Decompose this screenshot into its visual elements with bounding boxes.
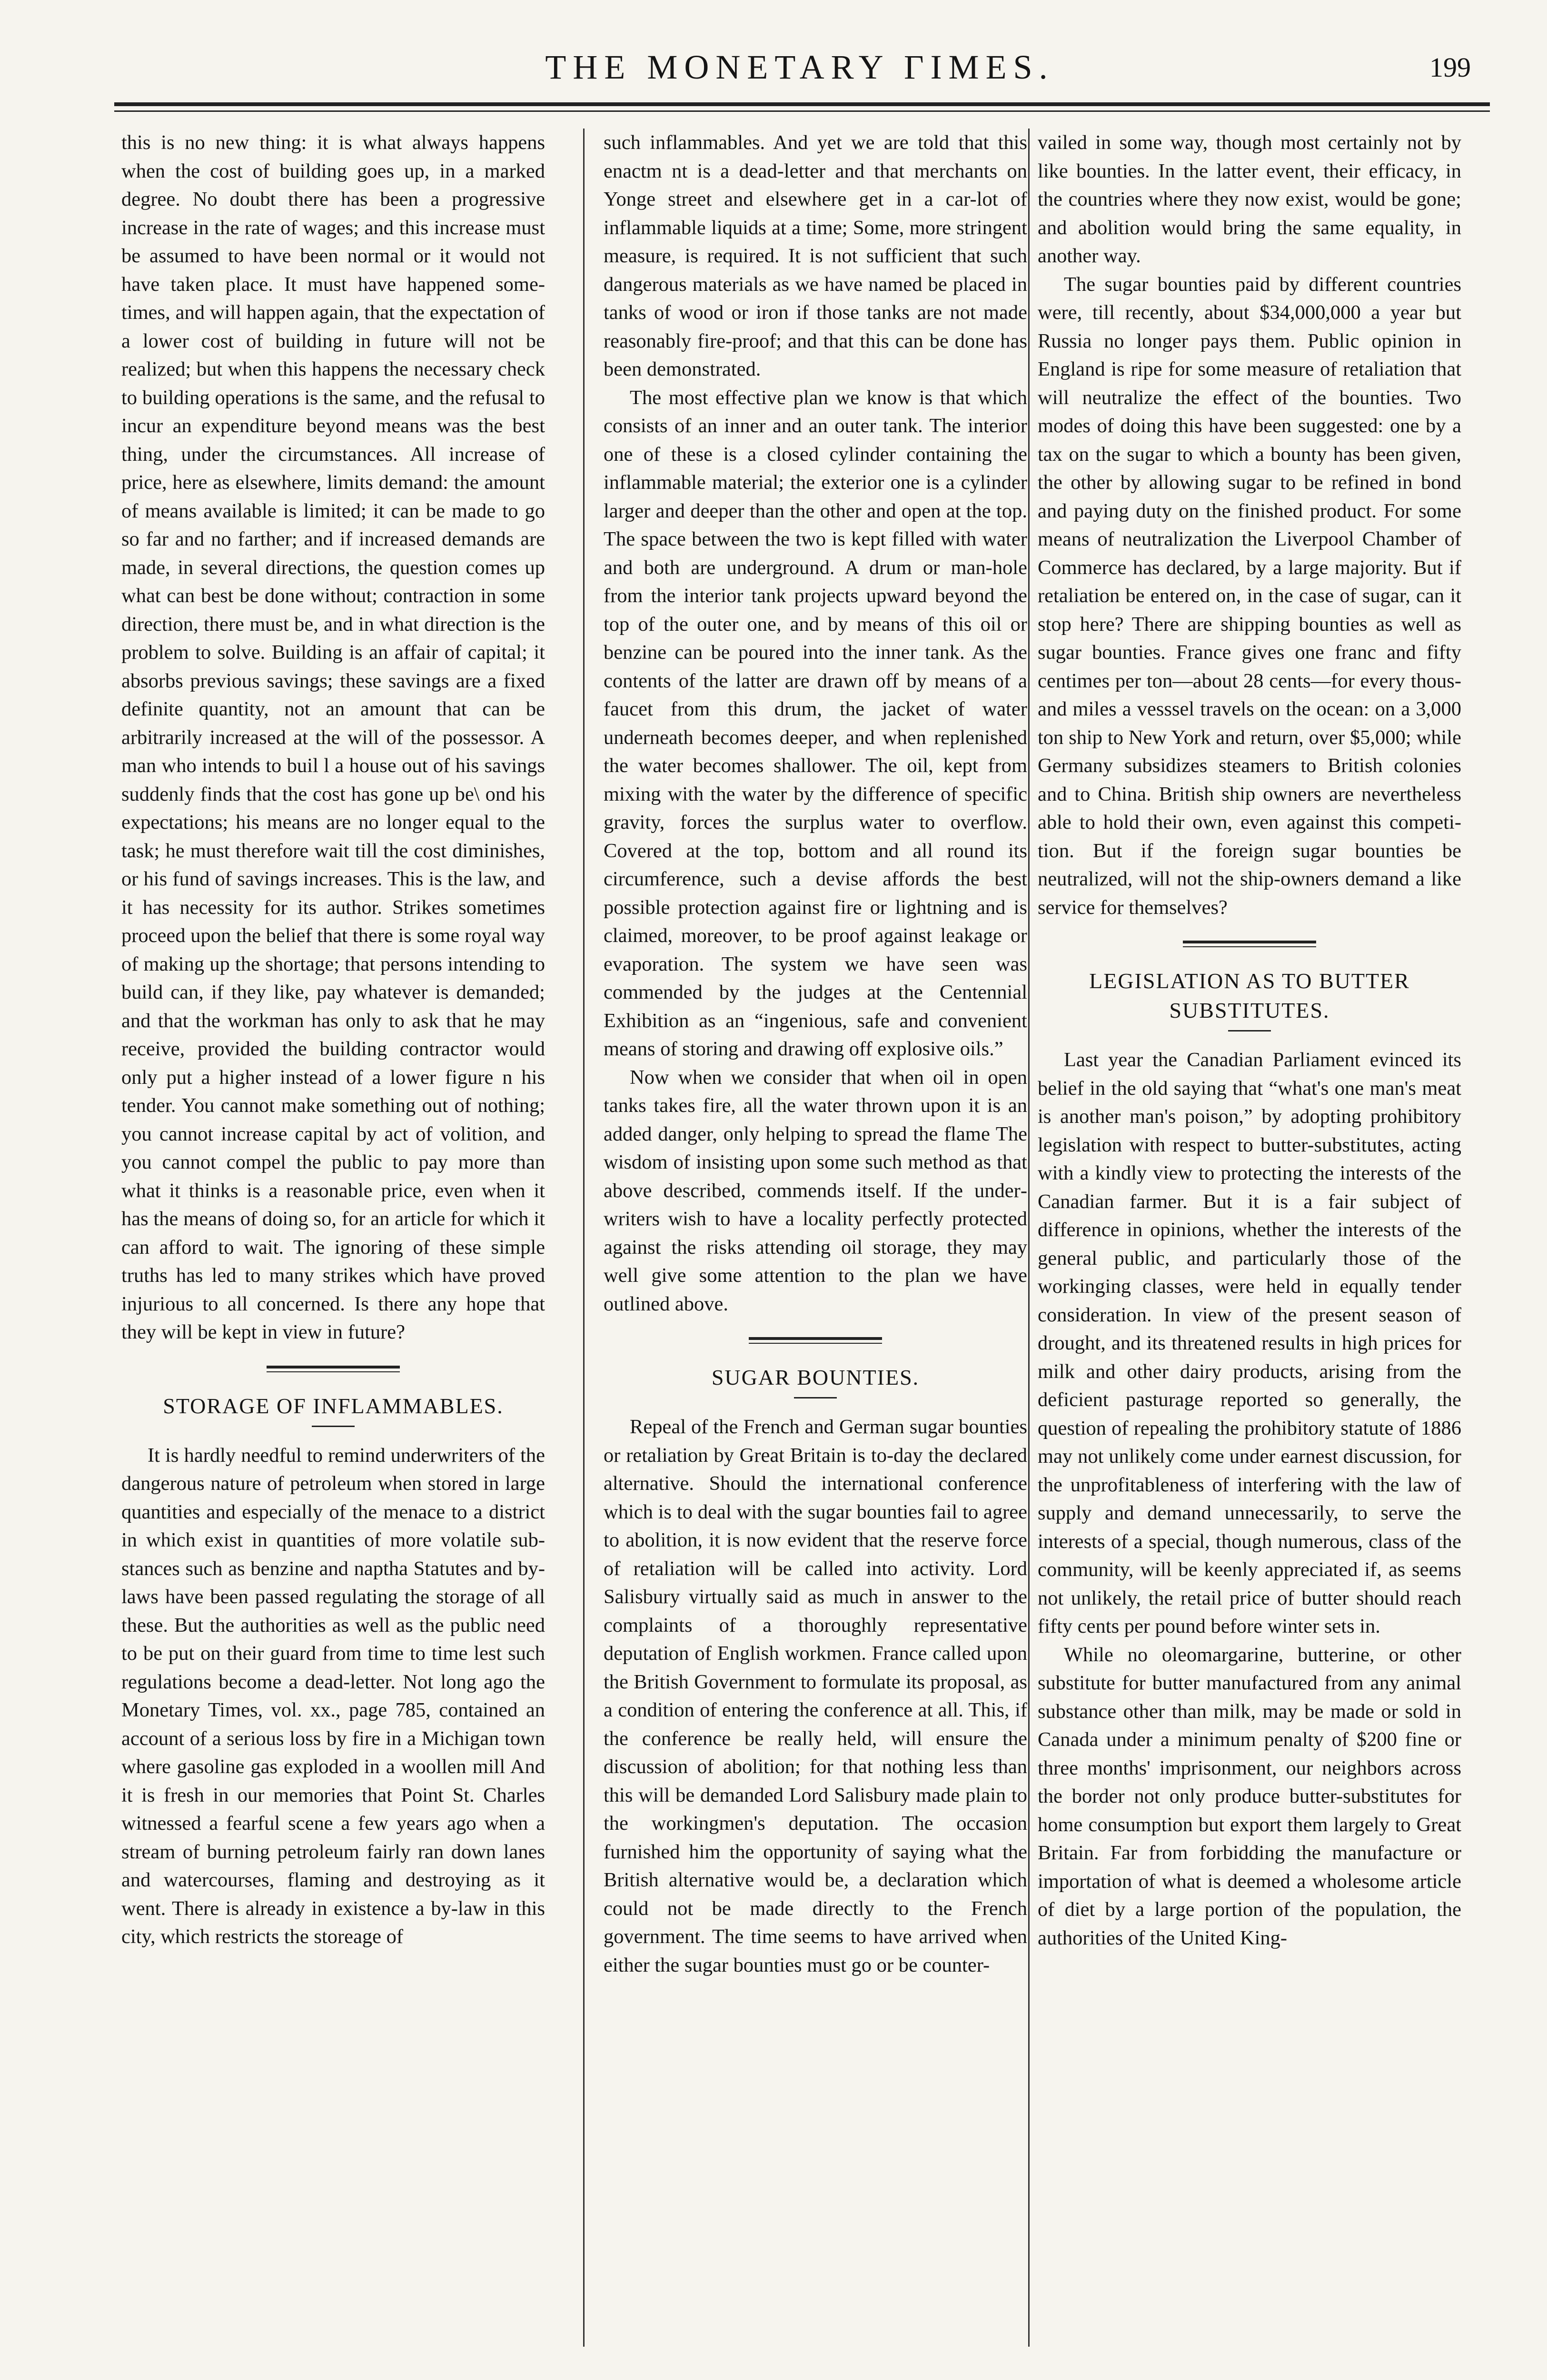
paragraph: The most effective plan we know is that which consists of an inner and an outer tank. The interior one of these is a closed cylinder containing the inflammable material; the exterior one is a cylinder larger and deeper than the other and open at the top. The space between the two is kept filled with water and both are underground. A drum or man-hole from the interior tank projects upward beyond the top of the outer one, and by means of this oil or benzine can be poured into the inner tank. As the contents of the latter are drawn off by means of a faucet from this drum, the jacket of water underneath becomes deeper, and when replenished the water becomes shallower. The oil, kept from mixing with the water by the difference of specific gravity, forces the surplus water to overflow. Covered at the top, bottom and all round its circumference, such a devise affords the best possible protection against fire or lightning and is claimed, moreover, to be proof against leakage or evaporation. The system we have seen was commended by the judges at the Centennial Exhibition as an “ingenious, safe and convenient means of storing and drawing off explosive oils.”: [604, 386, 1027, 1060]
paragraph: Last year the Canadian Parliament evinced its belief in the old saying that “what's one man's meat is another man's poison,” by adopting prohibitory legislation with respect to butter-substitutes, acting with a kindly view to protecting the interests of the Canadian farmer. But it is a fair subject of difference in opinions, whether the interests of the general public, and particularly those of the workinging classes, were held in equally tender consideration. In view of the present season of drought, and its threatened results in high prices for milk and other dairy products, arising from the deficient pasturage reported so generally, the question of repealing the prohibitory statute of 1886 may not unlikely come under earnest discussion, for the unprofitableness of interfering with the law of supply and demand unnecessarily, to serve the interests of a special, though numerous, class of the community, will be keenly appreciated if, as seems not unlikely, the retail price of butter should reach fifty cents per pound before winter sets in.: [1038, 1049, 1461, 1637]
section-rule: [267, 1366, 400, 1372]
column-3: [1038, 129, 1461, 2347]
paragraph: While no oleomargarine, butterine, or other substitute for butter manufactured from any animal substance other than milk, may be made or sold in Canada under a minimum penalty of $200 fine or three months' imprisonment, our neighbors across the border not only produce butter-substitutes for home consumption but export them largely to Great Britain. Far from forbidding the manufacture or importation of what is deemed a wholesome article of diet by a large portion of the population, the authorities of the United King-: [1038, 1643, 1461, 1949]
heading-rule: [1228, 1030, 1271, 1031]
paragraph: Repeal of the French and German sugar bounties or retaliation by Great Britain is to-day the declared alternative. Should the international conference which is to deal with the sugar bounties fail to agree to abolition, it is now evident that the reserve force of retaliation will be called into activity. Lord Salisbury virtually said as much in answer to the complaints of a thoroughly representative deputation of English workmen. France called upon the British Government to formulate its proposal, as a condition of entering the conference at all. This, if the conference be really held, will ensure the discussion of abolition; for that nothing less than this will be demanded Lord Salisbury made plain to the workingmen's deputation. The occasion furnished him the opportunity of saying what the British alternative would be, a declaration which could not be made directly to the French government. The time seems to have arrived when either the sugar bounties must go or be counter-: [604, 1416, 1027, 1976]
header-rule-thin: [114, 110, 1490, 112]
heading-rule: [794, 1397, 837, 1398]
section-heading: STORAGE OF INFLAMMABLES.: [163, 1393, 504, 1418]
paragraph: such inflammables. And yet we are told that this enactm nt is a dead-letter and that merchants on Yonge street and elsewhere get in a car-lot of inflammable liquids at a time; Some, more stringent measure, is required. It is not sufficient that such dangerous materials as we have named be placed in tanks of wood or iron if those tanks are not made reasonably fire-proof; and that this can be done has been demonstrated.: [604, 131, 1027, 380]
column-divider: [583, 129, 585, 2347]
page-header: [109, 48, 1490, 90]
running-title: THE MONETARY ΓIMES.: [545, 48, 1054, 86]
section-rule: [1183, 941, 1316, 947]
column-2: [604, 129, 1027, 2347]
section-rule: [749, 1337, 882, 1344]
heading-rule: [312, 1426, 355, 1427]
column-1: [121, 129, 545, 2347]
section-heading: SUGAR BOUNTIES.: [711, 1365, 920, 1389]
paragraph: The sugar bounties paid by different countries were, till recently, about $34,000,000 a year but Russia no longer pays them. Public opinion in England is ripe for some measure of retaliation that will neutralize the effect of the bounties. Two modes of doing this have been suggested: one by a tax on the sugar to which a bounty has been given, the other by allowing sugar to be refined in bond and paying duty on the finished product. For some means of neutralization the Liverpool Chamber of Commerce has declared, by a large majority. But if retaliation be entered on, in the case of sugar, can it stop here? There are shipping bounties as well as sugar bounties. France gives one franc and fifty centimes per ton—about 28 cents—for every thousand miles a vesssel travels on the ocean: on a 3,000 ton ship to New York and return, over $5,000; while Germany subsidizes steamers to British colonies and to China. British ship owners are nevertheless able to hold their own, even against this competition. But if the foreign sugar bounties be neutralized, will not the ship-owners demand a like service for themselves?: [1038, 273, 1461, 919]
paragraph: Now when we consider that when oil in open tanks takes fire, all the water thrown upon it is an added danger, only helping to spread the flame The wisdom of insisting upon some such method as that above described, commends itself. If the underwriters wish to have a locality perfectly protected against the risks attending oil storage, they may well give some attention to the plan we have outlined above.: [604, 1066, 1027, 1315]
section-heading: LEGISLATION AS TO BUTTER SUBSTITUTES.: [1089, 969, 1410, 1022]
paragraph: vailed in some way, though most certainly not by like bounties. In the latter event, their efficacy, in the countries where they now exist, would be gone; and abolition would bring the same equality, in another way.: [1038, 131, 1461, 267]
column-divider: [1028, 129, 1030, 2347]
paragraph: It is hardly needful to remind underwriters of the dangerous nature of petroleum when stored in large quantities and especially of the menace to a district in which exist in quantities of more volatile substances such as benzine and naptha Statutes and by-laws have been passed regulating the storage of all these. But the authorities as well as the public need to be put on their guard from time to time lest such regulations become a dead-letter. Not long ago the Monetary Times, vol. xx., page 785, contained an account of a serious loss by fire in a Michigan town where gasoline gas exploded in a woollen mill And it is fresh in our memories that Point St. Charles witnessed a fearful scene a few years ago when a stream of burning petroleum fairly ran down lanes and watercourses, flaming and destroying as it went. There is already in existence a by-law in this city, which restricts the storeage of: [121, 1444, 545, 1948]
page-number: 199: [1429, 52, 1471, 83]
paragraph: this is no new thing: it is what always happens when the cost of building goes up, in a marked degree. No doubt there has been a progressive increase in the rate of wages; and this increase must be assumed to have been normal or it would not have taken place. It must have happened sometimes, and will happen again, that the expectation of a lower cost of building in future will not be realized; but when this happens the necessary check to building operations is the same, and the refusal to incur an expenditure beyond means was the best thing, under the circumstances. All increase of price, here as elsewhere, limits demand: the amount of means available is limited; it can be made to go so far and no farther; and if increased demands are made, in several directions, the question comes up what can best be done without; contraction in some direction, there must be, and in what direction is the problem to solve. Building is an affair of capital; it absorbs previous savings; these savings are a fixed definite quantity, not an amount that can be arbitrarily increased at the will of the possessor. A man who intends to buil l a house out of his savings suddenly finds that the cost has gone up be\ ond his expectations; his means are no longer equal to the task; he must therefore wait till the cost diminishes, or his fund of savings increases. This is the law, and it has necessity for its author. Strikes sometimes proceed upon the belief that there is some royal way of making up the shortage; that persons intending to build can, if they like, pay whatever is demanded; and that the workman has only to ask that he may receive, provided the building contractor would only put a higher instead of a lower figure n his tender. You cannot make something out of nothing; you cannot increase capital by act of volition, and you cannot compel the public to pay more than what it thinks is a reasonable price, even when it has the means of doing so, for an article for which it can afford to wait. The ignoring of these simple truths has led to many strikes which have proved injurious to all concerned. Is there any hope that they will be kept in view in future?: [121, 131, 545, 1343]
header-rule: [114, 102, 1490, 106]
